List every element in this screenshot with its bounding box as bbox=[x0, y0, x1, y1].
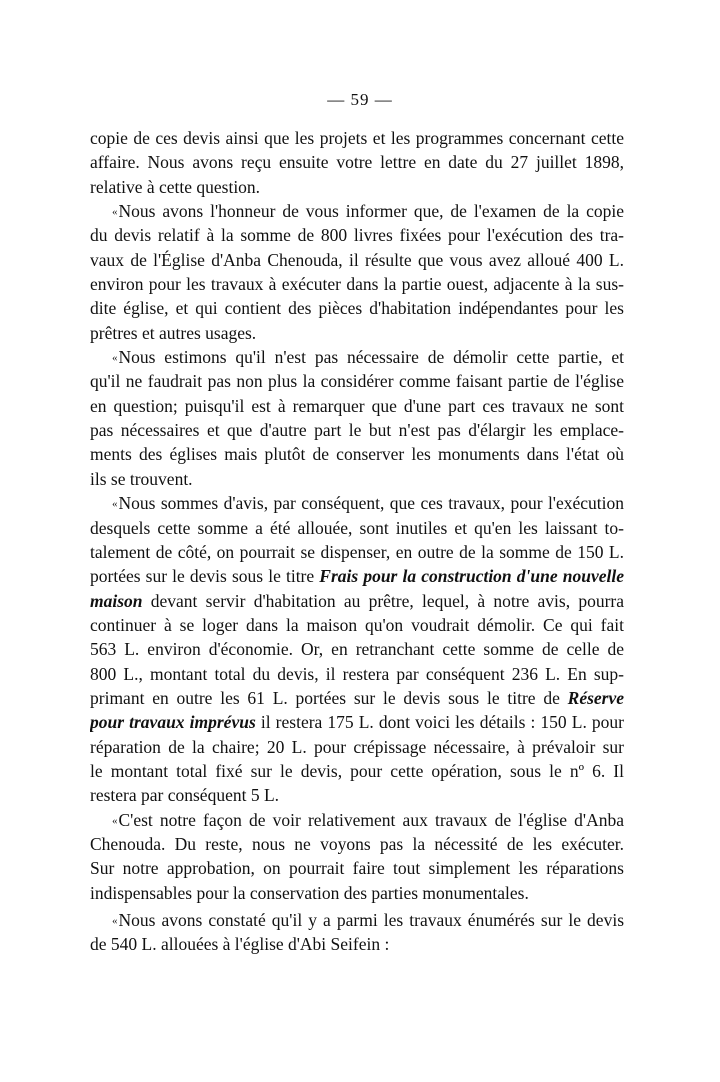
text-line: le montant total fixé sur le devis, pour cette opération, sous le nº 6. Il bbox=[90, 760, 624, 781]
text-line: qu'il ne faudrait pas non plus la considérer comme faisant partie de l'église bbox=[90, 371, 624, 392]
text-line: talement de côté, on pourrait se dispenser, en outre de la somme de 150 L. bbox=[90, 541, 624, 562]
mixed-line bbox=[90, 686, 624, 710]
text-line: 563 L. environ d'économie. Or, en retranchant cette somme de celle de bbox=[90, 639, 624, 660]
text-line: Chenouda. Du reste, nous ne voyons pas la nécessité de les exécuter. bbox=[90, 833, 624, 854]
italic-title: Frais pour la construction d'une nouvelle bbox=[319, 566, 624, 587]
text-line: ments des églises mais plutôt de conserver les monuments dans l'état où bbox=[90, 444, 624, 465]
text-line: affaire. Nous avons reçu ensuite votre lettre en date du 27 juillet 1898, bbox=[90, 152, 624, 173]
quote-mark: « bbox=[112, 814, 118, 827]
text-line: Nous avons l'honneur de vous informer que, de l'examen de la copie bbox=[118, 201, 624, 222]
italic-title: pour travaux imprévus bbox=[90, 712, 256, 733]
text-line: relative à cette question. bbox=[90, 176, 261, 197]
mixed-line bbox=[90, 589, 624, 613]
paragraph-start-line bbox=[90, 345, 624, 369]
italic-title: maison bbox=[90, 590, 143, 611]
text-line: indispensables pour la conservation des parties monumentales. bbox=[90, 882, 529, 903]
text-line: pas nécessaires et que d'autre part le but n'est pas d'élargir les emplace- bbox=[90, 420, 624, 441]
paragraph-start-line bbox=[90, 808, 624, 832]
text-line: ils se trouvent. bbox=[90, 468, 193, 489]
text-line: C'est notre façon de voir relativement aux travaux de l'église d'Anba bbox=[118, 809, 624, 830]
text-line: Sur notre approbation, on pourrait faire tout simplement les réparations bbox=[90, 858, 624, 879]
page-number: — 59 — bbox=[327, 90, 393, 109]
mixed-line bbox=[90, 564, 624, 588]
text-segment: portées sur le devis sous le titre bbox=[90, 566, 315, 587]
quote-mark: « bbox=[112, 915, 118, 927]
text-line: copie de ces devis ainsi que les projets et les programmes concernant cette bbox=[90, 128, 624, 148]
paragraph-start-line bbox=[90, 199, 624, 223]
text-line: desquels cette somme a été allouée, sont inutiles et qu'en les laissant to- bbox=[90, 517, 624, 538]
text-line: 800 L., montant total du devis, il restera par conséquent 236 L. En sup- bbox=[90, 663, 624, 684]
quote-mark: « bbox=[112, 352, 118, 365]
text-segment: primant en outre les 61 L. portées sur le devis sous le titre de bbox=[90, 687, 560, 708]
text-line: Nous estimons qu'il n'est pas nécessaire de démolir cette partie, et bbox=[118, 347, 624, 368]
text-line: Nous sommes d'avis, par conséquent, que ces travaux, pour l'exécution bbox=[118, 493, 624, 514]
text-line: prêtres et autres usages. bbox=[90, 322, 257, 343]
paragraph-start-line bbox=[90, 491, 624, 515]
mixed-line bbox=[90, 710, 624, 734]
text-line: Nous avons constaté qu'il y a parmi les travaux énumérés sur le devis bbox=[118, 910, 624, 930]
paragraph-start-line bbox=[90, 908, 624, 932]
secondary-text-block bbox=[90, 908, 624, 957]
main-text-block bbox=[90, 126, 624, 905]
text-line: restera par conséquent 5 L. bbox=[90, 785, 280, 806]
text-line: du devis relatif à la somme de 800 livres fixées pour l'exécution des tra- bbox=[90, 225, 624, 246]
text-line: dite église, et qui contient des pièces d'habitation indépendantes pour les bbox=[90, 298, 624, 319]
text-segment: devant servir d'habitation au prêtre, lequel, à notre avis, pourra bbox=[150, 590, 624, 611]
text-line: environ pour les travaux à exécuter dans la partie ouest, adjacente à la sus- bbox=[90, 274, 624, 295]
text-line: en question; puisqu'il est à remarquer que d'une part ces travaux ne sont bbox=[90, 395, 624, 416]
italic-title: Réserve bbox=[567, 687, 624, 708]
text-line: vaux de l'Église d'Anba Chenouda, il résulte que vous avez alloué 400 L. bbox=[90, 249, 624, 270]
text-line: continuer à se loger dans la maison qu'on voudrait démolir. Ce qui fait bbox=[90, 614, 624, 635]
text-line: réparation de la chaire; 20 L. pour crépissage nécessaire, à prévaloir sur bbox=[90, 736, 624, 757]
text-line: de 540 L. allouées à l'église d'Abi Seifein : bbox=[90, 934, 390, 955]
quote-mark: « bbox=[112, 498, 118, 511]
text-segment: il restera 175 L. dont voici les détails : 150 L. pour bbox=[260, 712, 624, 733]
quote-mark: « bbox=[112, 206, 118, 219]
